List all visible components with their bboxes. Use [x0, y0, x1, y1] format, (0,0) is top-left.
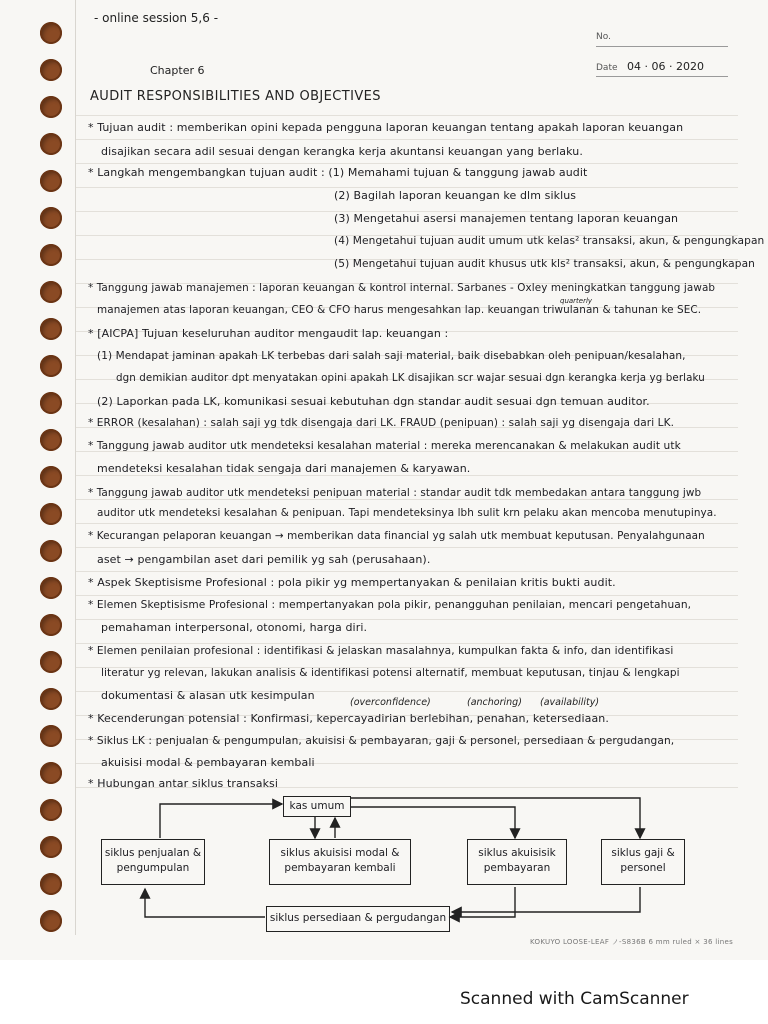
persediaan-box: siklus persediaan & pergudangan	[266, 906, 450, 932]
note-line: * Elemen penilaian profesional : identifikasi & jelaskan masalahnya, kumpulkan fakta & info, dan identifikasi	[88, 645, 674, 657]
akuisisi-pembayaran-box: siklus akuisisik pembayaran	[467, 839, 567, 885]
gaji-box: siklus gaji & personel	[601, 839, 685, 885]
note-line: * [AICPA] Tujuan keseluruhan auditor mengaudit lap. keuangan :	[88, 327, 449, 340]
note-line: * Kecenderungan potensial : Konfirmasi, kepercayadirian berlebihan, penahan, ketersediaan.	[88, 712, 609, 725]
akuisisi-modal-box: siklus akuisisi modal & pembayaran kembali	[269, 839, 411, 885]
penjualan-box: siklus penjualan & pengumpulan	[101, 839, 205, 885]
arrow-kas-to-gaji	[350, 798, 640, 838]
note-line: akuisisi modal & pembayaran kembali	[101, 756, 315, 769]
no-label: No.	[596, 32, 611, 42]
note-line: (4) Mengetahui tujuan audit umum utk kelas² transaksi, akun, & pengungkapan	[334, 235, 765, 247]
note-line: * Langkah mengembangkan tujuan audit : (1) Memahami tujuan & tanggung jawab audit	[88, 166, 588, 179]
kas-umum-box: kas umum	[283, 796, 351, 817]
annotation-quarterly: quarterly	[560, 297, 593, 305]
note-line: dokumentasi & alasan utk kesimpulan	[101, 689, 315, 702]
arrow-gaji-to-persediaan	[452, 887, 640, 912]
note-line: * Kecurangan pelaporan keuangan → memberikan data financial yg salah utk membuat keputusan. Penyalahgunaan	[88, 530, 705, 542]
note-line: pemahaman interpersonal, otonomi, harga diri.	[101, 621, 368, 634]
camscanner-watermark: Scanned with CamScanner	[460, 989, 689, 1009]
note-line: (5) Mengetahui tujuan audit khusus utk kls² transaksi, akun, & pengungkapan	[334, 258, 755, 270]
note-line: dgn demikian auditor dpt menyatakan opini apakah LK disajikan scr wajar sesuai dgn kerangka kerja yg berlaku	[116, 372, 705, 384]
note-line: manajemen atas laporan keuangan, CEO & CFO harus mengesahkan lap. keuangan triwulanan & tahunan ke SEC.	[97, 304, 702, 316]
annotation-availability: (availability)	[540, 697, 600, 708]
annotation-overconfidence: (overconfidence)	[350, 697, 431, 708]
page-title: AUDIT RESPONSIBILITIES AND OBJECTIVES	[90, 89, 381, 104]
session-label: - online session 5,6 -	[94, 11, 219, 25]
date-value: 04 · 06 · 2020	[627, 60, 704, 73]
note-line: * Tanggung jawab manajemen : laporan keuangan & kontrol internal. Sarbanes - Oxley meningkatkan tanggung jawab	[88, 282, 716, 294]
note-line: disajikan secara adil sesuai dengan kerangka kerja akuntansi keuangan yang berlaku.	[101, 145, 583, 158]
note-line: (2) Laporkan pada LK, komunikasi sesuai kebutuhan dgn standar audit sesuai dgn temuan auditor.	[97, 395, 650, 408]
annotation-anchoring: (anchoring)	[467, 697, 522, 708]
note-line: * Tanggung jawab auditor utk mendeteksi kesalahan material : mereka merencanakan & melakukan audit utk	[88, 440, 681, 452]
chapter-label: Chapter 6	[150, 64, 205, 77]
note-line: aset → pengambilan aset dari pemilik yg sah (perusahaan).	[97, 553, 431, 566]
arrow-persediaan-to-penjualan	[145, 889, 265, 917]
paper-brand: KOKUYO LOOSE-LEAF ノ-S836B 6 mm ruled × 36 lines	[530, 938, 734, 946]
note-line: * ERROR (kesalahan) : salah saji yg tdk disengaja dari LK. FRAUD (penipuan) : salah saji yg disengaja dari LK.	[88, 417, 675, 429]
note-line: * Elemen Skeptisisme Profesional : mempertanyakan pola pikir, penangguhan penilaian, mencari pengetahuan,	[88, 599, 692, 611]
note-line: literatur yg relevan, lakukan analisis & identifikasi potensi alternatif, membuat keputusan, tinjau & lengkapi	[101, 667, 680, 679]
note-line: * Tanggung jawab auditor utk mendeteksi penipuan material : standar audit tdk membedakan antara tanggung jwb	[88, 487, 702, 499]
date-label: Date	[596, 63, 618, 73]
note-line: * Siklus LK : penjualan & pengumpulan, akuisisi & pembayaran, gaji & personel, persediaan & pergudangan,	[88, 735, 675, 747]
note-line: * Tujuan audit : memberikan opini kepada pengguna laporan keuangan tentang apakah laporan keuangan	[88, 121, 684, 134]
note-line: auditor utk mendeteksi kesalahan & penipuan. Tapi mendeteksinya lbh sulit krn pelaku akan mencoba menutupinya.	[97, 507, 717, 519]
arrow-kas-to-akuisisi	[350, 807, 515, 838]
note-line: mendeteksi kesalahan tidak sengaja dari manajemen & karyawan.	[97, 462, 471, 475]
note-line: (1) Mendapat jaminan apakah LK terbebas dari salah saji material, baik disebabkan oleh penipuan/kesalahan,	[97, 350, 686, 362]
note-line: * Hubungan antar siklus transaksi	[88, 777, 279, 790]
arrow-penjualan-to-kas	[160, 804, 282, 838]
note-line: * Aspek Skeptisisme Profesional : pola pikir yg mempertanyakan & penilaian kritis bukti audit.	[88, 576, 616, 589]
note-line: (2) Bagilah laporan keuangan ke dlm siklus	[334, 189, 577, 202]
note-line: (3) Mengetahui asersi manajemen tentang laporan keuangan	[334, 212, 679, 225]
